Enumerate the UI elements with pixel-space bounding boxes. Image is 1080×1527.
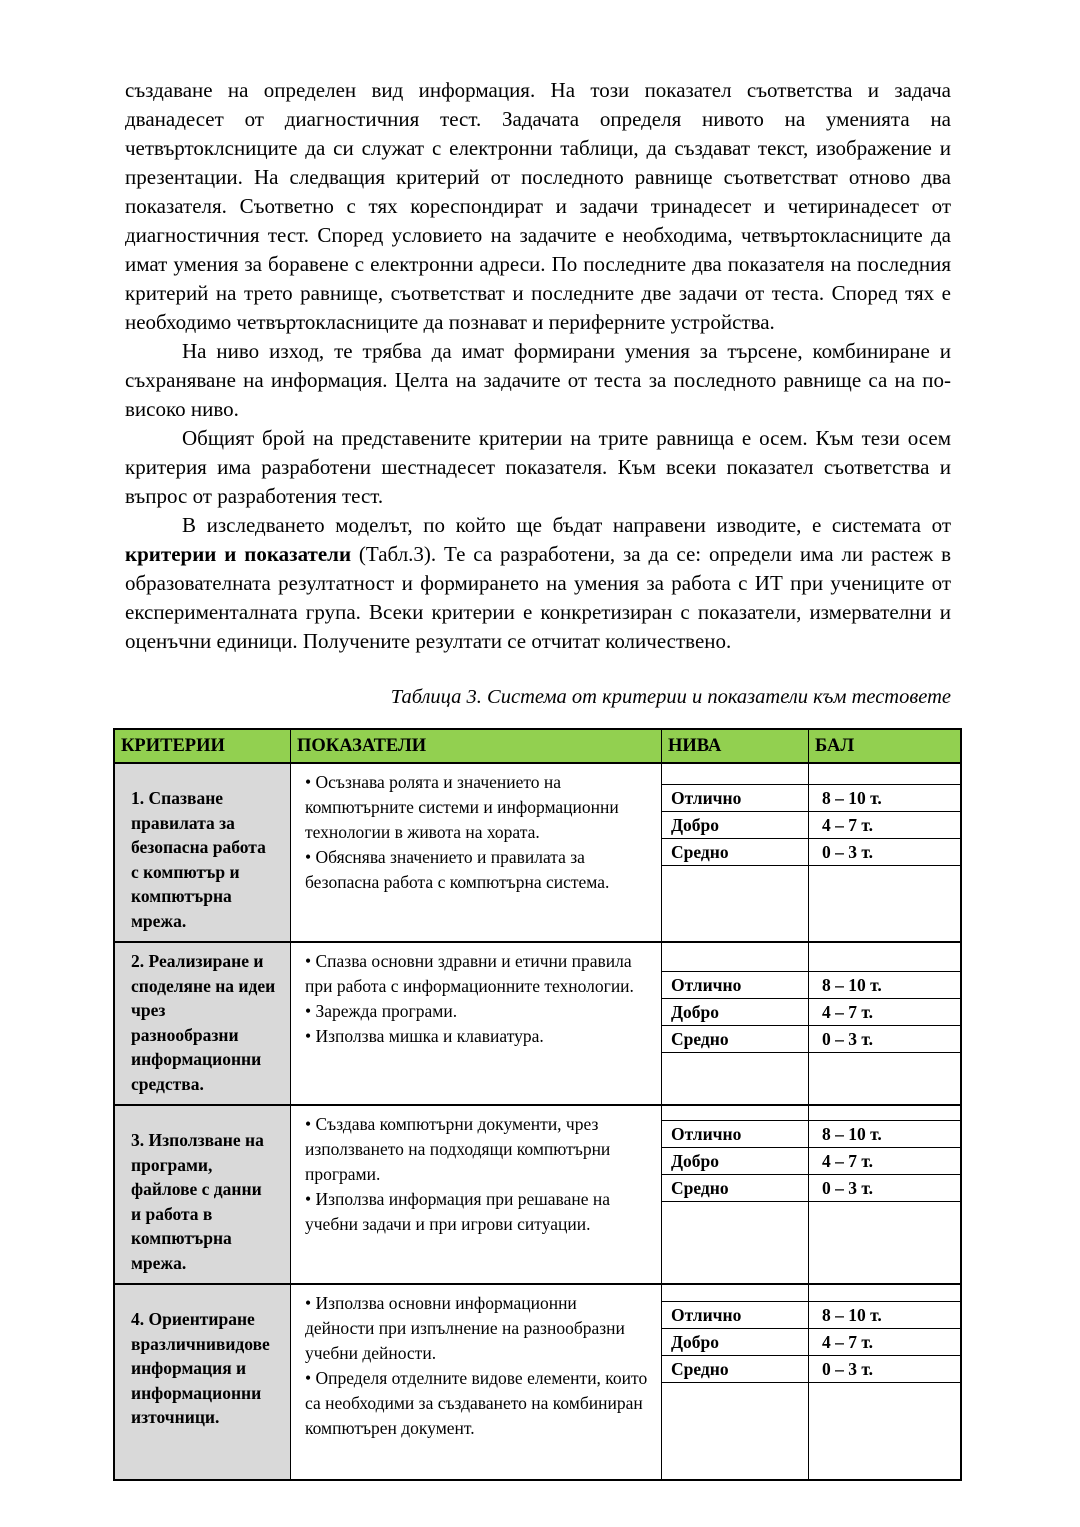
level-label: Отлично (662, 1302, 809, 1328)
filler-row (662, 1383, 960, 1479)
level-score: 4 – 7 т. (822, 1150, 874, 1171)
level-score: 4 – 7 т. (822, 1331, 874, 1352)
paragraph-1: създаване на определен вид информация. На този показател съответства и задача дванадесет от диагностичния тест. Задачата определя нивото на уменията на четвъртоклсниците да си служат с електронни таблици, да създават текст, изображение и презентации. На следващия критерий от последното равнище съответстват отново два показателя. Съответно с тях кореспондират и задачи тринадесет и четиринадесет от диагностичния тест. Според условието на задачите е необходима, четвъртокласниците да имат умения за боравене с електронни адреси. По последните два показателя на последния критерий на трето равнище, съответстват и последните две задачи от теста. Според тях е необходимо четвъртокласниците да познават и периферните устройства. (125, 78, 951, 334)
level-score: 0 – 3 т. (822, 1177, 874, 1198)
header-criteria: КРИТЕРИИ (115, 730, 291, 762)
indicators-cell (291, 943, 662, 1104)
paragraph-4-pre: В изследването моделът, по който ще бъдат направени изводите, е системата от (182, 513, 951, 537)
level-label: Средно (662, 1175, 809, 1201)
header-indicators: ПОКАЗАТЕЛИ (291, 730, 662, 762)
level-row (662, 785, 960, 812)
level-row (662, 1329, 960, 1356)
header-levels: НИВА (662, 730, 809, 762)
levels-cell (662, 1106, 960, 1283)
filler-row (662, 1053, 960, 1104)
level-label: Добро (662, 1329, 809, 1355)
table-header-row (115, 730, 960, 764)
indicator-item: • Създава компютърни документи, чрез използването на подходящи компютърни програми. (305, 1114, 611, 1184)
level-label: Добро (662, 812, 809, 838)
level-row (662, 812, 960, 839)
level-label: Добро (662, 999, 809, 1025)
table-row (115, 1106, 960, 1285)
indicator-item: • Зарежда програми. (305, 1001, 458, 1021)
table-row (115, 1285, 960, 1479)
criteria-cell: 2. Реализиране и споделяне на идеи чрез разнообразни информационни средства. (115, 943, 291, 1104)
paragraph-3: Общият брой на представените критерии на трите равнища е осем. Към тези осем критерия има разработени шестнадесет показателя. Към всеки показател съответства и въпрос от разработения тест. (125, 426, 951, 508)
level-row (662, 1026, 960, 1053)
level-label: Отлично (662, 1121, 809, 1147)
spacer-row (662, 1285, 960, 1302)
table-row (115, 764, 960, 943)
level-label: Средно (662, 1026, 809, 1052)
filler-row (662, 1202, 960, 1283)
criteria-cell: 1. Спазване правилата за безопасна работа с компютър и компютърна мрежа. (115, 764, 291, 941)
level-row (662, 1302, 960, 1329)
level-row (662, 1175, 960, 1202)
paragraph-2: На ниво изход, те трябва да имат формирани умения за търсене, комбиниране и съхраняване на информация. Целта на задачите от теста за последното равнище са на по-високо ниво. (125, 339, 951, 421)
body-text (125, 76, 951, 709)
table-caption: Таблица 3. Система от критерии и показатели към тестовете (390, 686, 951, 708)
level-score: 0 – 3 т. (822, 1358, 874, 1379)
level-score: 0 – 3 т. (822, 841, 874, 862)
criteria-cell: 3. Използване на програми, файлове с данни и работа в компютърна мрежа. (115, 1106, 291, 1283)
level-label: Добро (662, 1148, 809, 1174)
level-label: Отлично (662, 785, 809, 811)
levels-cell (662, 1285, 960, 1479)
spacer-row (662, 1106, 960, 1121)
paragraph-4-bold: критерии и показатели (125, 542, 352, 566)
spacer-row (662, 943, 960, 972)
paragraph-4-post: (Табл.3). Те са разработени, за да се: определи има ли растеж в образователната резултатност и формирането на умения за работа с ИТ при учениците от експерименталната група. Всеки критерии е конкретизиран с показатели, измервателни и оценъчни единици. Получените резултати се отчитат количествено. (125, 542, 951, 653)
indicator-item: • Използва информация при решаване на учебни задачи и при игрови ситуации. (305, 1189, 610, 1234)
indicators-cell (291, 1285, 662, 1479)
filler-row (662, 866, 960, 941)
levels-cell (662, 943, 960, 1104)
table-row (115, 943, 960, 1106)
indicators-cell (291, 764, 662, 941)
spacer-row (662, 764, 960, 785)
paragraph-4 (125, 511, 951, 656)
level-row (662, 1356, 960, 1383)
level-score: 0 – 3 т. (822, 1028, 874, 1049)
level-score: 4 – 7 т. (822, 814, 874, 835)
criteria-table (113, 728, 962, 1481)
level-row (662, 1148, 960, 1175)
indicator-item: • Определя отделните видове елементи, които са необходими за създаването на комбиниран компютърен документ. (305, 1368, 648, 1438)
level-score: 8 – 10 т. (822, 974, 882, 995)
level-score: 4 – 7 т. (822, 1001, 874, 1022)
level-score: 8 – 10 т. (822, 787, 882, 808)
indicator-item: • Използва основни информационни дейности при изпълнение на разнообразни учебни дейности. (305, 1293, 625, 1363)
level-label: Средно (662, 1356, 809, 1382)
level-row (662, 999, 960, 1026)
level-row (662, 1121, 960, 1148)
indicators-cell (291, 1106, 662, 1283)
level-label: Средно (662, 839, 809, 865)
indicator-item: • Осъзнава ролята и значението на компютърните системи и информационни технологии в живота на хората. (305, 772, 619, 842)
criteria-cell: 4. Ориентиране вразличнивидове информация и информационни източници. (115, 1285, 291, 1479)
levels-cell (662, 764, 960, 941)
indicator-item: • Спазва основни здравни и етични правила при работа с информационните технологии. (305, 951, 634, 996)
level-score: 8 – 10 т. (822, 1123, 882, 1144)
level-row (662, 972, 960, 999)
level-label: Отлично (662, 972, 809, 998)
indicator-item: • Обяснява значението и правилата за безопасна работа с компютърна система. (305, 847, 610, 892)
indicator-item: • Използва мишка и клавиатура. (305, 1026, 544, 1046)
level-row (662, 839, 960, 866)
header-score: БАЛ (815, 735, 855, 756)
level-score: 8 – 10 т. (822, 1304, 882, 1325)
